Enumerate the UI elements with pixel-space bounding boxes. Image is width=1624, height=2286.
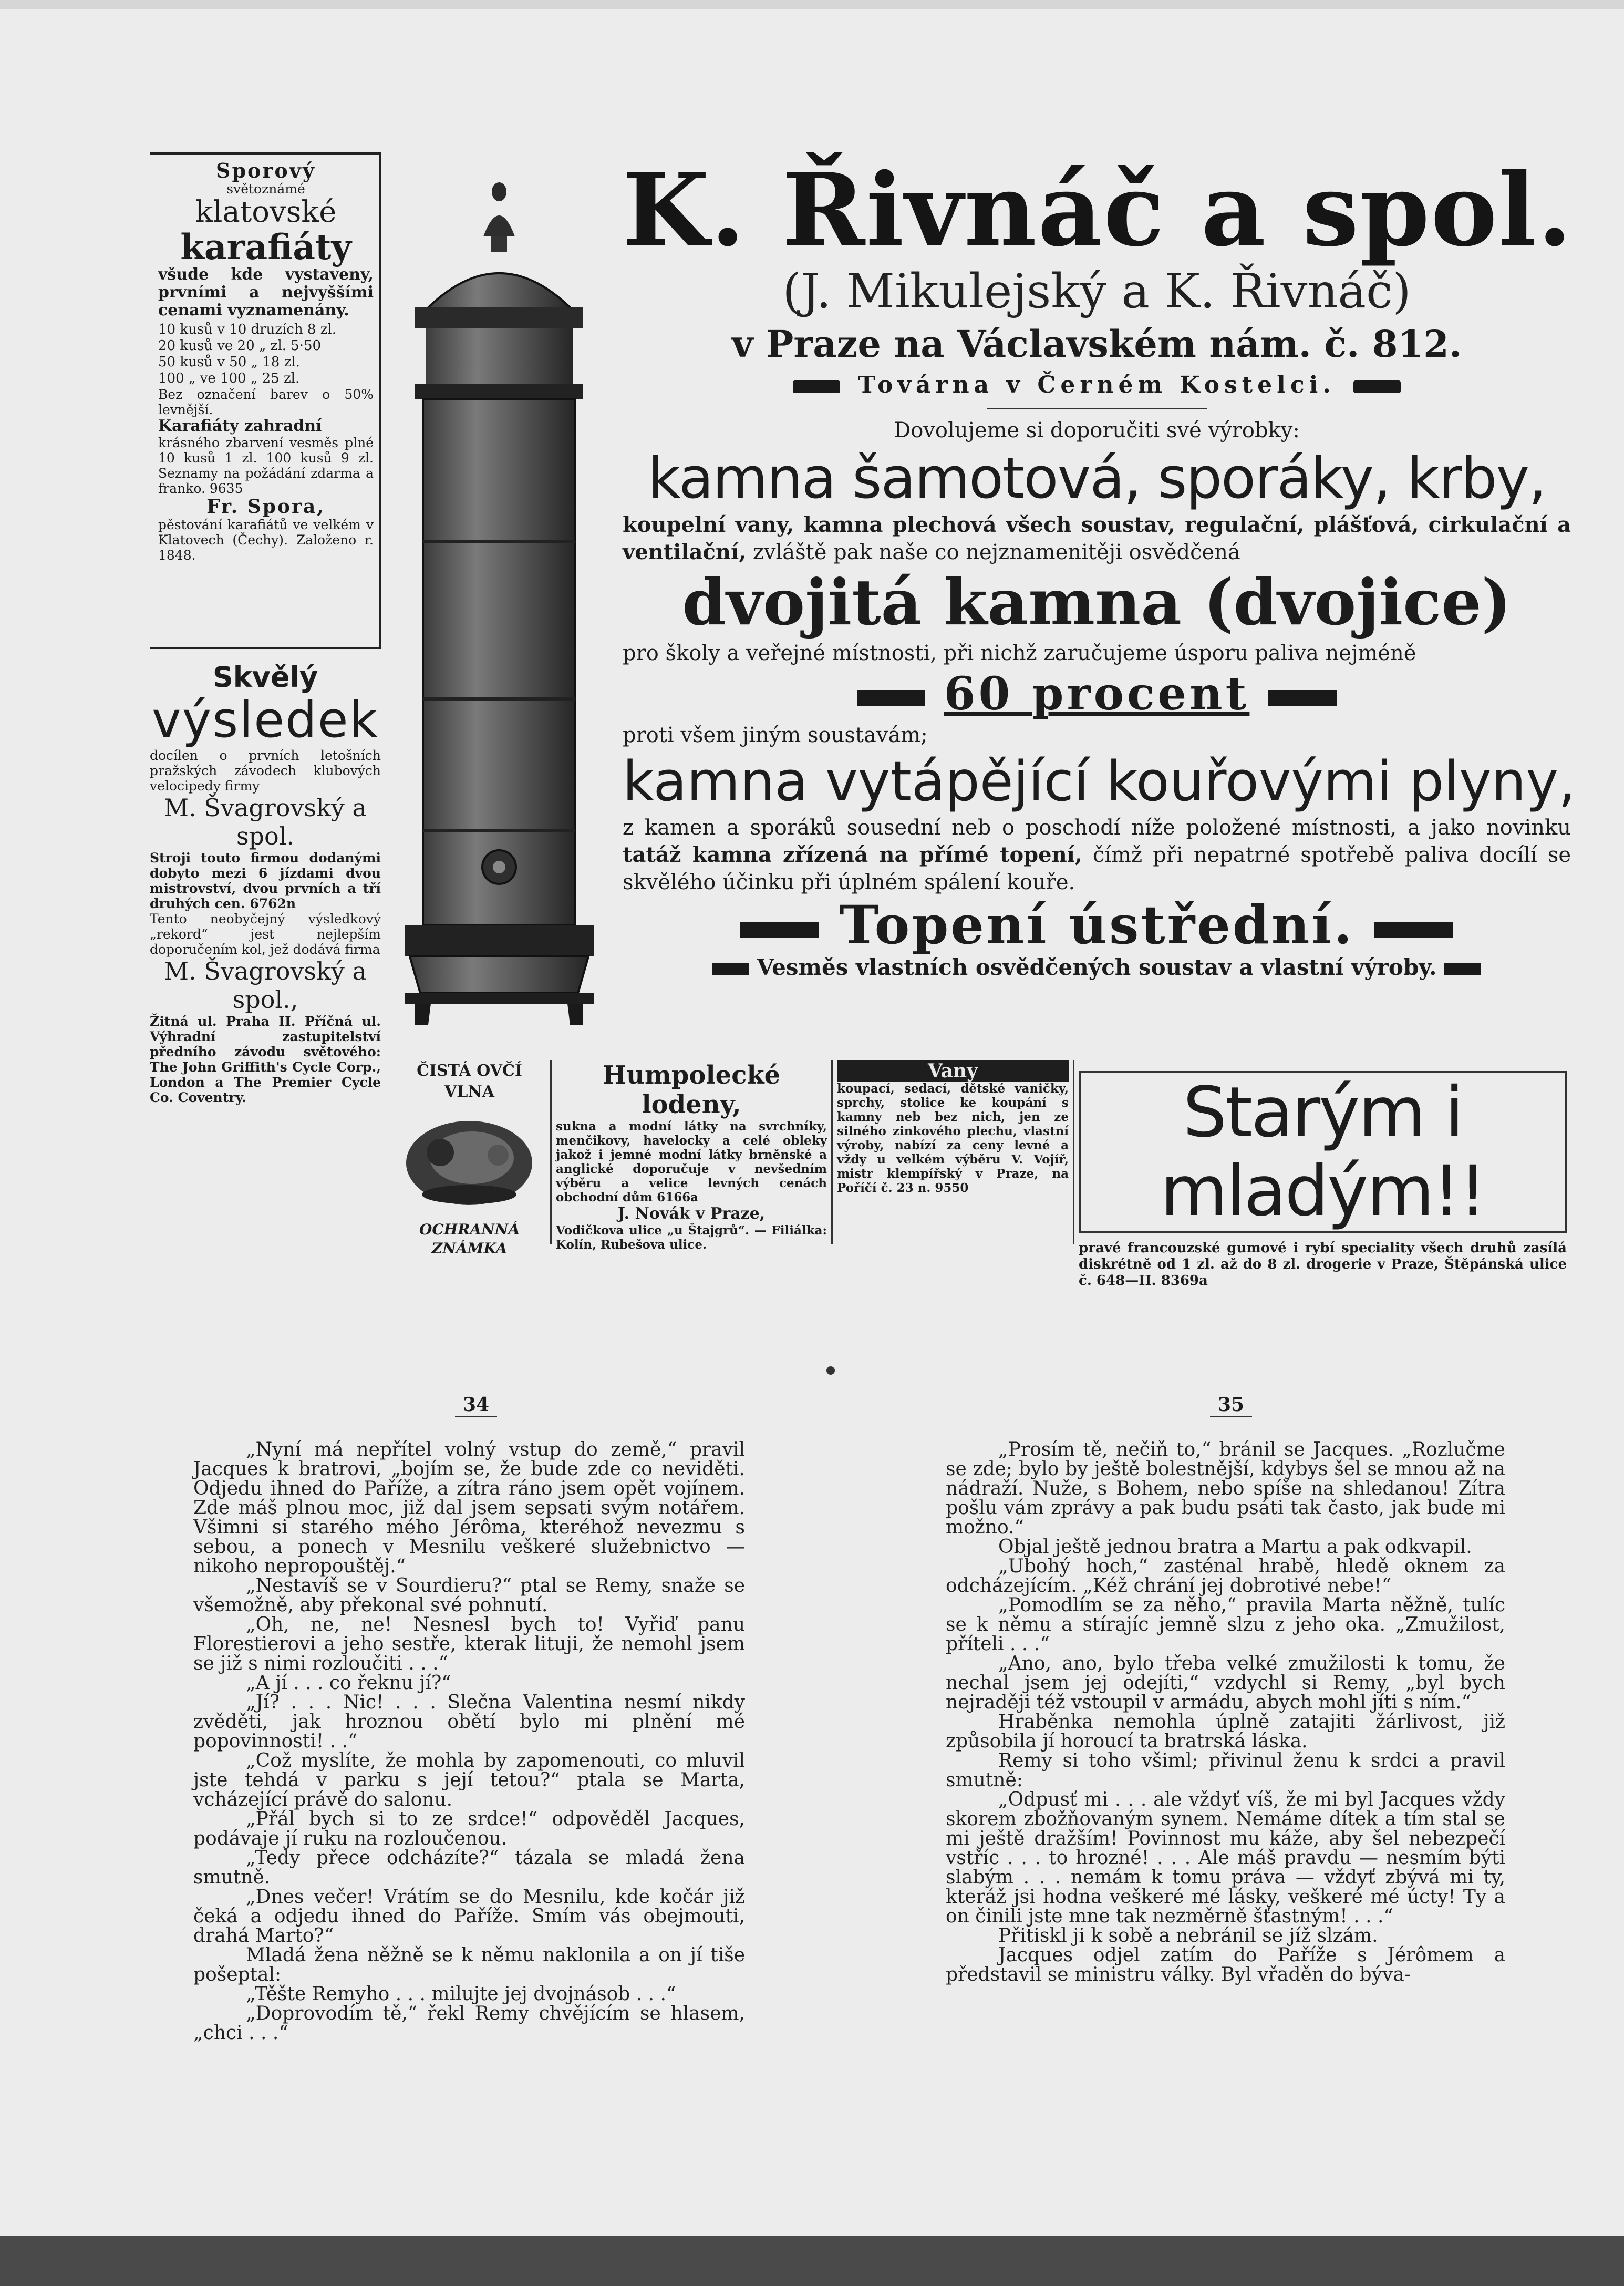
story-paragraph: Jacques odjel zatím do Paříže s Jérômem a představil se ministru války. Byl vřaděn do býva- bbox=[946, 1944, 1505, 1985]
pointing-hand-icon bbox=[1268, 690, 1337, 706]
own-systems-text: Vesměs vlastních osvědčených soustav a vlastní výroby. bbox=[757, 954, 1437, 980]
ink-dot bbox=[826, 1366, 835, 1375]
story-paragraph: „Ano, ano, bylo třeba velké zmužilosti k tomu, že nechal jsem jej odejíti,“ vzdychl si Remy, „byl bych nejraději též vstoupil v armádu, abych mohl jíti s ním.“ bbox=[946, 1653, 1505, 1713]
schools-line: pro školy a veřejné místnosti, při nichž zaručujeme úsporu paliva nejméně bbox=[623, 641, 1416, 665]
other-systems-line: proti všem jiným soustavám; bbox=[623, 723, 928, 747]
story-paragraph: Mladá žena něžně se k němu naklonila a on jí tiše pošeptal: bbox=[193, 1944, 745, 1985]
ad-address: Vodičkova ulice „u Štajgrů“. — Filiálka: Kolín, Rubešova ulice. bbox=[556, 1223, 827, 1252]
company-title: K. Řivnáč a spol. bbox=[623, 151, 1574, 269]
wool-trademark-ad bbox=[389, 1060, 552, 1257]
story-paragraph: „Nestavíš se v Sourdieru?“ ptal se Remy, snaže se všemožně, aby překonal své pohnutí. bbox=[193, 1575, 745, 1616]
neighbour-post: čímž při nepatrné spotřebě paliva docílí se skvělého účinku při úplném spálení kouře. bbox=[623, 843, 1571, 894]
story-column-right bbox=[946, 1440, 1505, 1984]
percent-text: 60 procent bbox=[944, 667, 1250, 720]
page-number-left: 34 bbox=[455, 1394, 497, 1417]
ad-firm: J. Novák v Praze, bbox=[617, 1204, 766, 1223]
scan-bottom-edge bbox=[0, 2236, 1624, 2286]
central-heating-line bbox=[623, 896, 1571, 954]
intro-line: Dovolujeme si doporučiti své výrobky: bbox=[894, 418, 1300, 442]
ad-bez: Bez označení barev o 50% levnější. bbox=[158, 387, 374, 417]
price-line: 100 „ ve 100 „ 25 zl. bbox=[158, 370, 300, 386]
ad-body: všude kde vystaveny, prvními a nejvyššími cenami vyznamenány. bbox=[158, 265, 374, 320]
factory-line bbox=[623, 368, 1571, 403]
central-heating-text: Topení ústřední. bbox=[839, 894, 1354, 956]
ad-zahradni-body: krásného zbarvení vesměs plné 10 kusů 1 zl. 100 kusů 9 zl. Seznamy na požádání zdarma a franko. 9635 bbox=[158, 435, 374, 496]
bathtubs-ad bbox=[833, 1060, 1074, 1244]
ad-text: Žitná ul. Praha II. Příčná ul. Výhradní zastupitelství předního závodu světového: The John Griffith's Cycle Corp., London a The Premier Cycle Co. Coventry. bbox=[150, 1014, 381, 1105]
ad-klatovske: klatovské bbox=[195, 195, 337, 229]
factory-text: Továrna v Černém Kostelci. bbox=[858, 372, 1336, 398]
pointing-hand-icon bbox=[793, 380, 840, 393]
carnation-ad bbox=[150, 152, 381, 649]
story-paragraph: „Jí? . . . Nic! . . . Slečna Valentina nesmí nikdy zvěděti, jak hroznou obětí bylo mi plnění mé popovinnosti! . .“ bbox=[193, 1692, 745, 1752]
story-paragraph: „Doprovodím tě,“ řekl Remy chvějícím se hlasem, „chci . . .“ bbox=[193, 2003, 745, 2044]
ad-heading: Humpolecké lodeny, bbox=[602, 1060, 781, 1119]
ad-text: Tento neobyčejný výsledkový „rekord“ jest nejlepším doporučením kol, jež dodává firma bbox=[150, 911, 381, 957]
story-paragraph: „Pomodlím se za něho,“ pravila Marta něžně, tulíc se k němu a stírajíc jemně slzu z jeho oka. „Zmužilost, příteli . . .“ bbox=[946, 1594, 1505, 1655]
sheep-icon bbox=[393, 1103, 545, 1218]
rubber-goods-ad bbox=[1074, 1060, 1571, 1289]
ad-karafiaty: karafiáty bbox=[180, 226, 351, 267]
story-column-left bbox=[193, 1440, 745, 2043]
small-ads-row bbox=[389, 1060, 1571, 1289]
price-line: 10 kusů v 10 druzích 8 zl. bbox=[158, 322, 336, 337]
ad-spora: Fr. Spora, bbox=[206, 496, 325, 518]
ad-text: Stroji touto firmou dodanými dobyto mezi 6 jízdami dvou mistrovství, dvou prvních a tří druhých cen. 6762n bbox=[150, 850, 381, 911]
firm-name: M. Švagrovský a spol., bbox=[164, 957, 367, 1014]
story-paragraph: „Ubohý hoch,“ zasténal hrabě, hledě oknem za odcházejícím. „Kéž chrání jej dobrotivé nebe!“ bbox=[946, 1556, 1505, 1597]
ad-body: sukna a modní látky na svrchníky, menčikovy, havelocky a celé obleky jakož i jemné modní látky brněnské a anglické doporučuje v nevšedním výběru a velice levných cenách obchodní dům 6166a bbox=[556, 1119, 827, 1204]
dvojita-headline: dvojitá kamna (dvojice) bbox=[682, 565, 1512, 640]
divider bbox=[987, 408, 1207, 409]
story-paragraph: „Těšte Remyho . . . milujte jej dvojnásob . . .“ bbox=[246, 1983, 676, 2005]
story-paragraph: „Odpusť mi . . . ale vždyť víš, že mi byl Jacques vždy skorem zbožňovaným synem. Nemáme dítek a tím stal se mi ještě dražším! Povinnost mu káže, aby šel nebezpečí vstříc . . . to hrozné! . . . Ale máš pravdu — nesmím býti slabým . . . nemám k tomu práva — vždyť zbývá mi ty, kteráž jsi hodna veškeré mé lásky, veškeré mé úcty! Ty a on činili jste mne tak nezměrně šťastným! . . .“ bbox=[946, 1789, 1505, 1927]
products-rest: zvláště pak naše co nejznamenitěji osvědčená bbox=[752, 540, 1240, 564]
story-paragraph: „Což myslíte, že mohla by zapomenouti, co mluvil jste tehdá v parku s její tetou?“ ptala se Marta, vcházející právě do salonu. bbox=[193, 1750, 745, 1810]
rivnac-advertisement bbox=[623, 151, 1576, 1051]
products-list bbox=[623, 511, 1571, 566]
ad-skvely: Skvělý bbox=[212, 661, 318, 694]
humpolec-cloth-ad bbox=[552, 1060, 833, 1252]
products-bold: koupelní vany, kamna plechová všech soustav, regulační, plášťová, cirkulační a ventilační, bbox=[623, 512, 1571, 564]
pointing-hand-icon bbox=[712, 963, 749, 975]
company-address: v Praze na Václavském nám. č. 812. bbox=[731, 322, 1462, 366]
story-paragraph: „Tedy přece odcházíte?“ tázala se mladá žena smutně. bbox=[193, 1847, 745, 1888]
story-paragraph: „Dnes večer! Vrátím se do Mesnilu, kde kočár již čeká a odjedu ihned do Paříže. Smím vás obejmouti, drahá Marto?“ bbox=[193, 1886, 745, 1947]
story-paragraph: „Prosím tě, nečiň to,“ bránil se Jacques. „Rozlučme se zde; bylo by ještě bolestnější, kdybys šel se mnou až na nádraží. Nuže, s Bohem, nebo spíše na shledanou! Zítra pošlu vám zprávy a pak budu psáti tak často, jak bude mi možno.“ bbox=[946, 1439, 1505, 1538]
story-paragraph: Remy si toho všiml; přivinul ženu k srdci a pravil smutně: bbox=[946, 1750, 1505, 1791]
ad-body: koupací, sedací, dětské vaničky, sprchy, stolice ke koupání s kamny neb bez nich, jen ze silného zinkového plechu, vlastní výroby, nabízí za ceny levné a vždy u velkém výběru V. Vojíř, mistr klempířský v Praze, na Poříčí č. 23 n. 9550 bbox=[837, 1082, 1069, 1195]
bicycle-ad bbox=[150, 662, 381, 1105]
pointing-hand-icon bbox=[740, 922, 819, 938]
pointing-hand-icon bbox=[857, 690, 925, 706]
neighbour-bold: tatáž kamna zřízená na přímé topení, bbox=[623, 842, 1082, 867]
left-column bbox=[150, 152, 381, 1245]
ad-heading: Vany bbox=[837, 1060, 1069, 1082]
trademark-label: OCHRANNÁ ZNÁMKA bbox=[419, 1221, 520, 1257]
story-paragraph: „Nyní má nepřítel volný vstup do země,“ pravil Jacques k bratrovi, „bojím se, že bude zde co neviděti. Odjedu ihned do Paříže, a zítra ráno jsem opět vojínem. Zde máš plnou moc, již dal jsem sepsati svým notářem. Všimni si starého mého Jérôma, kteréhož nevezmu s sebou, a ponech v Mesnilu veškeré služebnictvo — nikoho nepropouštěj.“ bbox=[193, 1439, 745, 1577]
story-paragraph: Hraběnka nemohla úplně zatajiti žárlivost, již způsobila jí horoucí ta bratrská láska. bbox=[946, 1711, 1505, 1752]
story-paragraph: „Přál bych si to ze srdce!“ odpověděl Jacques, podávaje jí ruku na rozloučenou. bbox=[193, 1808, 745, 1849]
price-line: 20 kusů ve 20 „ zl. 5·50 bbox=[158, 338, 322, 354]
story-paragraph: Přitiskl ji k sobě a nebránil se jíž slzám. bbox=[998, 1925, 1378, 1947]
company-subtitle: (J. Mikulejský a K. Řivnáč) bbox=[782, 264, 1411, 319]
smoke-heating-headline: kamna vytápějící kouřovými plyny, bbox=[623, 749, 1576, 814]
ad-sub: světoznámé bbox=[226, 181, 305, 197]
ad-zahradni-title: Karafiáty zahradní bbox=[158, 417, 322, 435]
price-list bbox=[158, 322, 374, 387]
price-line: 50 kusů v 50 „ 18 zl. bbox=[158, 354, 300, 370]
ad-pestovani: pěstování karafiátů ve velkém v Klatovech (Čechy). Založeno r. 1848. bbox=[158, 517, 374, 563]
stove-illustration bbox=[394, 173, 604, 1041]
ad-vysledek: výsledek bbox=[151, 692, 379, 749]
story-paragraph: Objal ještě jednou bratra a Martu a pak odkvapil. bbox=[998, 1536, 1472, 1558]
pointing-hand-icon bbox=[1353, 380, 1401, 393]
story-paragraph: „A jí . . . co řeknu jí?“ bbox=[246, 1672, 451, 1694]
own-systems-line bbox=[623, 954, 1571, 981]
ad-text: docílen o prvních letošních pražských závodech klubových velocipedy firmy bbox=[150, 748, 381, 794]
scan-top-edge bbox=[0, 0, 1624, 9]
percent-line bbox=[623, 667, 1571, 722]
wool-label: ČISTÁ OVČÍ VLNA bbox=[417, 1062, 522, 1101]
story-paragraph: „Oh, ne, ne! Nesnesl bych to! Vyřiď panu Florestierovi a jeho sestře, kterak lituji, že nemohl jsem se již s nimi rozloučiti . . .“ bbox=[193, 1614, 745, 1674]
products-headline: kamna šamotová, sporáky, krby, bbox=[648, 446, 1546, 511]
page-number-right: 35 bbox=[1210, 1394, 1252, 1417]
pointing-hand-icon bbox=[1444, 963, 1481, 975]
ad-title: Sporový bbox=[216, 159, 316, 182]
ad-heading: Starým i mladým!! bbox=[1079, 1071, 1567, 1233]
neighbour-pre: z kamen a sporáků sousední neb o poschodí níže položené místnosti, a jako novinku bbox=[623, 816, 1571, 840]
pointing-hand-icon bbox=[1374, 922, 1453, 938]
ad-body: pravé francouzské gumové i rybí speciality všech druhů zasílá diskrétně od 1 zl. až do 8 zl. drogerie v Praze, Štěpánská ulice č. 648—II. 8369a bbox=[1079, 1240, 1567, 1289]
neighbour-rooms-text bbox=[623, 814, 1571, 896]
firm-name: M. Švagrovský a spol. bbox=[164, 794, 367, 850]
